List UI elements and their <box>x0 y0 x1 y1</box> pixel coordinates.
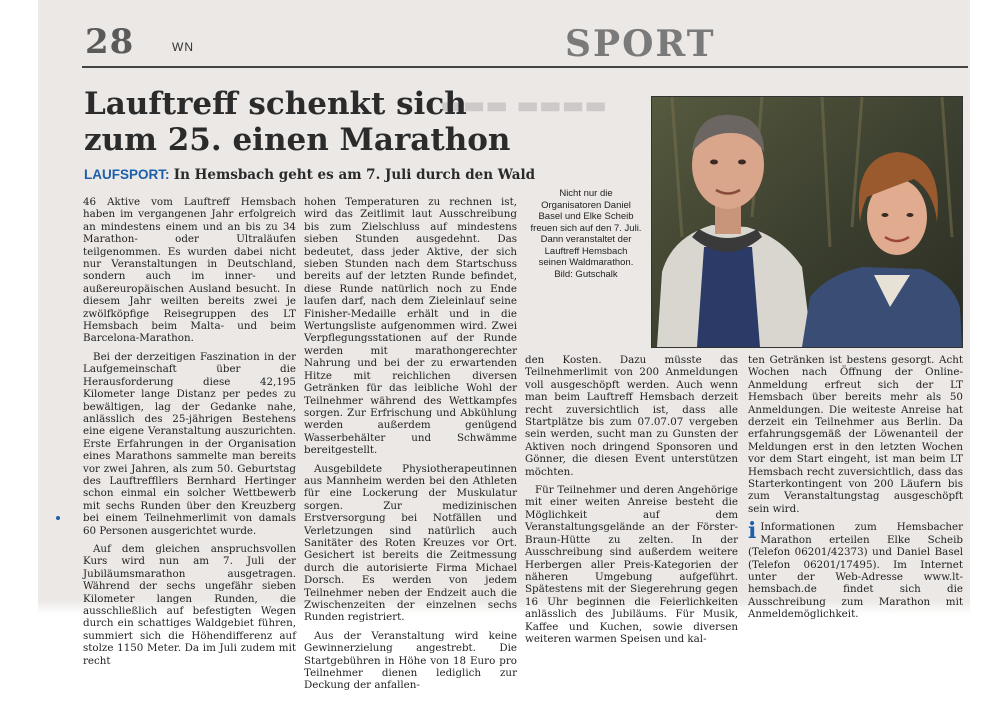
paragraph: Aus der Veranstaltung wird keine Gewinnerzielung angestrebt. Die Startgebühren in Höhe von 18 Euro pro Teilnehmer dienen lediglich zur Deckung der anfallen- <box>304 629 517 692</box>
paragraph: Für Teilnehmer und deren Angehörige mit einer weiten Anreise besteht die Möglichkeit auf dem Veranstaltungsgelände an der Förster-Braun-Hütte zu zelten. In der Ausschreibung sind außerdem weitere Herbergen aller Preis-Kategorien der näheren Umgebung aufgeführt. Spätestens mit der Siegerehrung gegen 16 Uhr beginnen die Feierlichkeiten anlässlich des Jubiläums. Für Musik, Kaffee und Kuchen, sowie diversen weiteren warmen Speisen und kal- <box>525 484 738 645</box>
article-headline <box>84 86 554 158</box>
margin-mark <box>56 516 60 520</box>
info-icon: i <box>748 518 757 545</box>
kicker: LAUFSPORT: <box>84 167 170 182</box>
page-number: 28 <box>85 22 135 62</box>
text-column-4 <box>748 354 963 621</box>
paragraph: hohen Temperaturen zu rechnen ist, wird das Zeitlimit laut Ausschreibung bis zum Zielschluss auf mindestens sieben Stunden ausgedehnt. Das bedeutet, dass jeder Aktive, der sich sieben Stunden nach dem Startschuss bereits auf der letzten Runde befindet, diese Runde natürlich noch zu Ende laufen darf, nach dem Zieleinlauf seine Finisher-Medaille erhält und in die Wertungsliste aufgenommen wird. Zwei Verpflegungsstationen auf der Runde werden mit marathongerechter Nahrung und bei der zu erwartenden Hitze mit reichlichen diversen Getränken für das leibliche Wohl der Teilnehmer während des Wettkampfes sorgen. Zur Erfrischung und Abkühlung werden außerdem genügend Wasserbehälter und Schwämme bereitgestellt. <box>304 196 517 457</box>
text-column-1 <box>83 196 296 667</box>
section-title: SPORT <box>565 23 716 65</box>
subtitle: In Hemsbach geht es am 7. Juli durch den Wald <box>173 167 536 183</box>
newspaper-abbreviation: WN <box>172 40 194 54</box>
paragraph: ten Getränken ist bestens gesorgt. Acht Wochen nach Öffnung der Online-Anmeldung erfreut sich der LT Hemsbach über bereits mehr als 50 Anmeldungen. Die weiteste Anreise hat derzeit ein Teilnehmer aus Berlin. Da erfahrungsgemäß der Löwenanteil der Meldungen erst in den letzten Wochen vor dem Start eingeht, ist man beim LT Hemsbach recht zuversichtlich, dass das Starterkontingent von 200 Läufern bis zum Veranstaltungstag ausgeschöpft sein wird. <box>748 354 963 515</box>
text-column-3 <box>525 354 738 645</box>
text-column-2 <box>304 196 517 692</box>
paragraph: 46 Aktive vom Lauftreff Hemsbach haben im vergangenen Jahr erfolgreich an mindestens einem und an bis zu 34 Marathon- oder Ultraläufen teilgenommen. Es wurden dabei nicht nur Veranstaltungen in Deutschland, sondern auch im inner- und außereuropäischen Ausland besucht. In diesem Jahr weilten bereits zwei je zwölfköpfige Reisegruppen des LT Hemsbach beim Malta- und beim Barcelona-Marathon. <box>83 196 296 345</box>
paragraph: den Kosten. Dazu müsste das Teilnehmerlimit von 200 Anmeldungen voll ausgeschöpft werden. Auch wenn man beim Lauftreff Hemsbach derzeit recht zuversichtlich ist, dass alle Startplätze bis zum 07.07.07 vergeben sein werden, sucht man zu Gunsten der Aktiven noch dringend Sponsoren und Gönner, die diesen Event unterstützen möchten. <box>525 354 738 478</box>
article-subheadline <box>84 167 554 183</box>
photo-organizers <box>651 96 963 348</box>
headline-line-1: Lauftreff schenkt sich <box>84 86 467 122</box>
paragraph: Auf dem gleichen anspruchsvollen Kurs wird nun am 7. Juli der Jubiläumsmarathon ausgetragen. Während der sechs ungefähr sieben Kilometer langen Runden, die ausschließlich auf befestigten Wegen durch ein schattiges Waldgebiet führen, summiert sich die Höhendifferenz auf stolze 1150 Meter. Da im Juli zudem mit recht <box>83 542 296 667</box>
header-rule <box>82 66 968 68</box>
headline-line-2: zum 25. einen Marathon <box>84 122 511 158</box>
bleed-through-text: ▬▬▬ ▬▬▬▬ <box>440 90 608 119</box>
paragraph: Ausgebildete Physiotherapeutinnen aus Mannheim werden bei den Athleten für eine Lockerung der Muskulatur sorgen. Zur medizinischen Erstversorgung bei Notfällen und Verletzungen sind natürlich auch Sanitäter des Roten Kreuzes vor Ort. Gesichert ist bereits die Zeitmessung durch die autorisierte Firma Michael Dorsch. Es werden von jedem Teilnehmer neben der Endzeit auch die Zwischenzeiten der einzelnen sechs Runden registriert. <box>304 462 517 624</box>
info-text: Informationen zum Hemsbacher Marathon erteilen Elke Scheib (Telefon 06201/42373) und Daniel Basel (Telefon 06201/17495). Im Internet unter der Web-Adresse www.lt-hemsbach.de findet sich die Ausschreibung zum Marathon mit Anmeldemöglichkeit. <box>748 521 963 621</box>
info-box <box>748 518 963 621</box>
photo-caption: Nicht nur die Organisatoren Daniel Basel und Elke Scheib freuen sich auf den 7. Juli. Dann veranstaltet der Lauftreff Hemsbach seinen Waldmarathon. Bild: Gutschalk <box>530 188 642 280</box>
paragraph: Bei der derzeitigen Faszination in der Laufgemeinschaft über die Herausforderung diese 42,195 Kilometer lange Distanz per pedes zu bewältigen, lag der Gedanke nahe, anlässlich des 25-jährigen Bestehens eine eigene Veranstaltung auszurichten. Erste Erfahrungen in der Organisation eines Marathons sammelte man bereits vor zwei Jahren, als zum 50. Geburtstag des Lauftreffllers Bernhard Hertinger schon einmal ein solcher Wettbewerb mit sechs Runden über den Kreuzberg bei einem Teilnehmerlimit von damals 60 Personen ausgerichtet wurde. <box>83 350 296 537</box>
